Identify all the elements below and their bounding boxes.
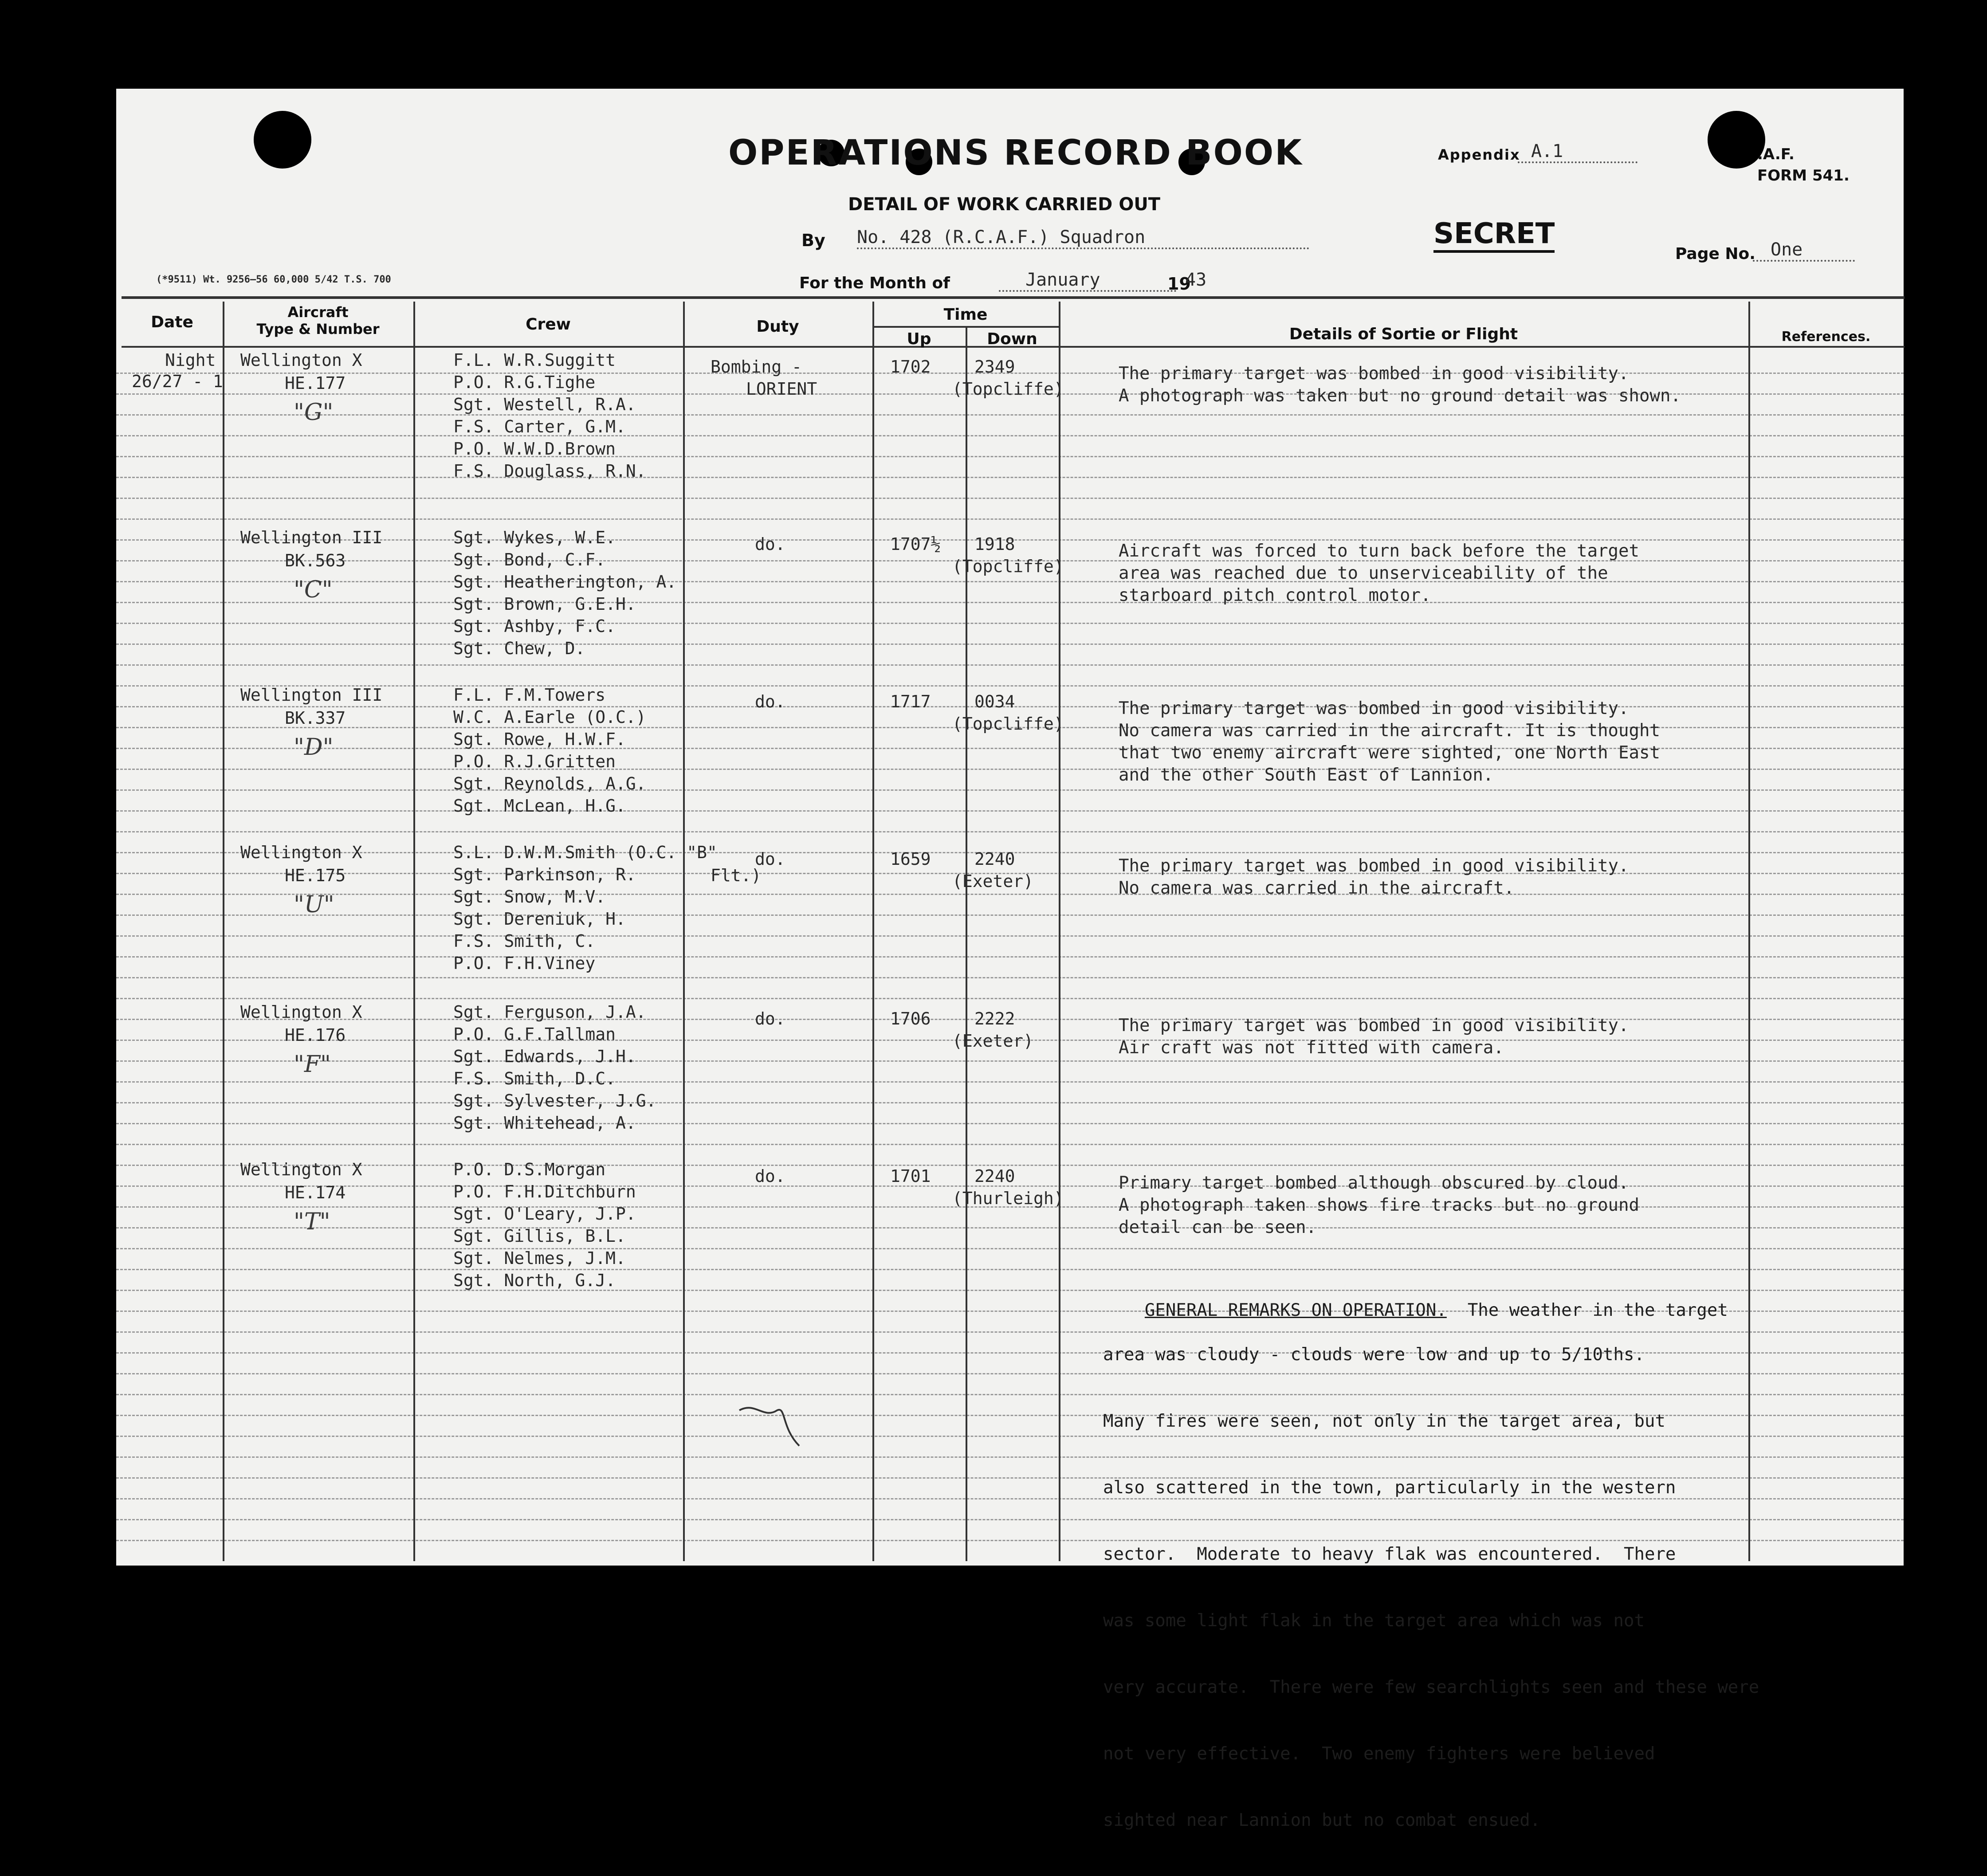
time-down-place: (Topcliffe)	[952, 379, 1064, 399]
col-header-aircraft-text: Aircraft Type & Number	[256, 304, 380, 338]
ruled-line	[116, 623, 1904, 624]
crew-member: Sgt. Ashby, F.C.	[453, 616, 616, 636]
ruled-line	[116, 498, 1904, 499]
aircraft-type: Wellington X	[240, 843, 362, 862]
general-remarks-line-2: Many fires were seen, not only in the target area, but	[1103, 1411, 1665, 1431]
aircraft-number: HE.176	[285, 1025, 346, 1045]
crew-member: Sgt. Reynolds, A.G.	[453, 774, 646, 793]
crew-member: F.S. Douglass, R.N.	[453, 461, 646, 481]
col-divider-time	[1059, 302, 1060, 1561]
form-title: OPERATIONS RECORD BOOK	[728, 133, 1303, 173]
col-header-references: References.	[1781, 329, 1871, 345]
aircraft-letter: "D"	[294, 734, 334, 761]
general-remarks-line-6: very accurate. There were few searchlights seen and these were	[1103, 1677, 1759, 1697]
sortie-detail-line: that two enemy aircraft were sighted, one North East	[1119, 743, 1660, 763]
crew-member: Sgt. Wykes, W.E.	[453, 528, 616, 547]
ruled-line	[116, 1102, 1904, 1103]
crew-member: P.O. G.F.Tallman	[453, 1024, 616, 1044]
col-header-details: Details of Sortie or Flight	[1289, 325, 1518, 343]
ruled-line	[116, 998, 1904, 999]
by-label: By	[801, 231, 825, 250]
time-up: 1701	[890, 1166, 931, 1186]
crew-member: Sgt. Westell, R.A.	[453, 395, 636, 414]
ruled-line	[116, 914, 1904, 916]
ruled-line	[116, 1123, 1904, 1124]
crew-member: Sgt. O'Leary, J.P.	[453, 1204, 636, 1224]
page-value: One	[1753, 239, 1855, 262]
general-remarks-line-5: was some light flak in the target area which was not	[1103, 1611, 1645, 1631]
aircraft-letter: "C"	[294, 577, 333, 603]
sortie-detail-line: starboard pitch control motor.	[1119, 585, 1431, 605]
date-line-2: 26/27 - 1	[132, 372, 223, 391]
punch-hole-right	[1708, 111, 1765, 169]
ruled-line	[116, 1060, 1904, 1062]
ruled-line	[116, 935, 1904, 937]
duty-target: LORIENT	[746, 379, 817, 399]
aircraft-number: BK.563	[285, 551, 346, 570]
col-header-aircraft	[223, 304, 413, 338]
general-remarks-line-1: area was cloudy - clouds were low and up to 5/10ths.	[1103, 1345, 1645, 1365]
form-number: FORM 541.	[1757, 167, 1850, 184]
col-header-crew: Crew	[526, 315, 571, 334]
time-down: 2349	[974, 357, 1015, 377]
ruled-line	[116, 456, 1904, 457]
col-header-up: Up	[907, 330, 931, 348]
crew-member: Sgt. Bond, C.F.	[453, 550, 606, 569]
duty: Bombing -	[711, 357, 802, 377]
pen-squiggle-mark	[737, 1401, 813, 1455]
crew-member: Sgt. Parkinson, R.	[453, 865, 636, 884]
time-down: 2240	[974, 849, 1015, 869]
crew-member: Sgt. Edwards, J.H.	[453, 1047, 636, 1066]
col-divider-aircraft	[413, 302, 415, 1561]
ruled-line	[116, 518, 1904, 520]
crew-member: Sgt. Sylvester, J.G.	[453, 1091, 656, 1111]
sortie-detail-line: A photograph was taken but no ground detail was shown.	[1119, 386, 1681, 406]
crew-member: Sgt. Whitehead, A.	[453, 1113, 636, 1133]
crew-member: Sgt. Gillis, B.L.	[453, 1226, 626, 1246]
time-down: 1918	[974, 534, 1015, 554]
ruled-line	[116, 1081, 1904, 1083]
ruled-line	[116, 1165, 1904, 1166]
month-value: January	[999, 270, 1176, 292]
appendix-value: A.1	[1518, 141, 1638, 163]
crew-member: Sgt. Nelmes, J.M.	[453, 1248, 626, 1268]
time-down-place: (Exeter)	[952, 871, 1034, 891]
crew-member: Sgt. Rowe, H.W.F.	[453, 730, 626, 749]
ruled-line	[116, 1144, 1904, 1145]
time-down: 0034	[974, 692, 1015, 711]
sortie-detail-line: The primary target was bombed in good visibility.	[1119, 364, 1629, 384]
crew-member: F.S. Carter, G.M.	[453, 417, 626, 436]
crew-member: P.O. F.H.Ditchburn	[453, 1182, 636, 1201]
general-remarks	[1103, 1277, 1759, 1876]
aircraft-letter: "F"	[294, 1051, 331, 1078]
time-down-place: (Exeter)	[952, 1031, 1034, 1051]
col-header-time: Time	[943, 306, 988, 324]
crew-member: Sgt. Dereniuk, H.	[453, 909, 626, 929]
crew-member: Sgt. Brown, G.E.H.	[453, 594, 636, 614]
crew-member: W.C. A.Earle (O.C.)	[453, 707, 646, 727]
secret-stamp: SECRET	[1433, 217, 1555, 253]
ruled-line	[116, 435, 1904, 436]
time-up: 1707½	[890, 534, 941, 554]
col-divider-crew	[683, 302, 685, 1561]
col-header-date: Date	[151, 313, 193, 331]
general-remarks-heading: GENERAL REMARKS ON OPERATION.	[1144, 1300, 1447, 1320]
col-divider-duty	[872, 302, 874, 1561]
ruled-line	[116, 581, 1904, 582]
time-down: 2222	[974, 1009, 1015, 1028]
crew-extra: Flt.)	[711, 866, 762, 885]
crew-member: P.O. W.W.D.Brown	[453, 439, 616, 459]
aircraft-type: Wellington X	[240, 1160, 362, 1179]
crew-member: Sgt. North, G.J.	[453, 1271, 616, 1290]
ruled-line	[116, 644, 1904, 645]
ruled-line	[116, 956, 1904, 958]
sortie-detail-line: The primary target was bombed in good visibility.	[1119, 699, 1629, 718]
time-up: 1702	[890, 357, 931, 377]
col-divider-date	[223, 302, 224, 1561]
aircraft-type: Wellington III	[240, 528, 383, 547]
aircraft-letter: "G"	[294, 399, 334, 426]
aircraft-type: Wellington X	[240, 350, 362, 370]
ruled-line	[116, 769, 1904, 770]
page-label: Page No.	[1675, 245, 1755, 263]
sortie-detail-line: and the other South East of Lannion.	[1119, 765, 1494, 785]
crew-member: Sgt. McLean, H.G.	[453, 796, 626, 816]
aircraft-number: BK.337	[285, 708, 346, 728]
year-prefix: 19	[1167, 274, 1191, 294]
ruled-line	[116, 1248, 1904, 1249]
general-remarks-line-8: sighted near Lannion but no combat ensued.	[1103, 1810, 1541, 1830]
punch-hole-left	[254, 111, 311, 169]
by-value: No. 428 (R.C.A.F.) Squadron	[857, 227, 1309, 249]
crew-member: F.L. F.M.Towers	[453, 685, 606, 705]
crew-member: P.O. D.S.Morgan	[453, 1160, 606, 1179]
crew-member: Sgt. Ferguson, J.A.	[453, 1002, 646, 1022]
general-remarks-line-3: also scattered in the town, particularly in the western	[1103, 1478, 1676, 1498]
sortie-detail-line: Air craft was not fitted with camera.	[1119, 1038, 1504, 1058]
month-label: For the Month of	[799, 274, 950, 292]
time-down-place: (Topcliffe)	[952, 557, 1064, 576]
aircraft-number: HE.175	[285, 866, 346, 885]
sortie-detail-line: The primary target was bombed in good visibility.	[1119, 856, 1629, 876]
sortie-detail-line: No camera was carried in the aircraft.	[1119, 878, 1515, 898]
time-down: 2240	[974, 1166, 1015, 1186]
appendix-label: Appendix	[1438, 146, 1520, 163]
duty: do.	[755, 534, 785, 554]
sortie-detail-line: The primary target was bombed in good visibility.	[1119, 1016, 1629, 1036]
crew-member: F.S. Smith, D.C.	[453, 1069, 616, 1088]
ruled-line	[116, 685, 1904, 687]
sortie-detail-line: Aircraft was forced to turn back before the target	[1119, 541, 1639, 561]
ruled-line	[116, 894, 1904, 895]
print-code: (*9511) Wt. 9256—56 60,000 5/42 T.S. 700	[156, 274, 391, 285]
duty: do.	[755, 692, 785, 711]
aircraft-type: Wellington X	[240, 1002, 362, 1022]
col-divider-updown	[966, 326, 967, 1561]
ruled-line	[116, 664, 1904, 666]
duty: do.	[755, 1009, 785, 1028]
crew-member: Sgt. Heatherington, A.	[453, 572, 677, 592]
ruled-line	[116, 477, 1904, 478]
crew-member: P.O. R.J.Gritten	[453, 752, 616, 771]
aircraft-letter: "U"	[294, 891, 334, 918]
time-up: 1659	[890, 849, 931, 869]
table-top-rule	[122, 296, 1905, 299]
form-subtitle: DETAIL OF WORK CARRIED OUT	[848, 194, 1161, 215]
aircraft-type: Wellington III	[240, 685, 383, 705]
ruled-line	[116, 602, 1904, 603]
crew-member: F.S. Smith, C.	[453, 931, 596, 951]
aircraft-number: HE.174	[285, 1183, 346, 1202]
sortie-detail-line: area was reached due to unserviceability of the	[1119, 563, 1608, 583]
crew-member: F.L. W.R.Suggitt	[453, 350, 616, 370]
crew-member: P.O. F.H.Viney	[453, 954, 596, 973]
time-down-place: (Topcliffe)	[952, 714, 1064, 734]
ruled-line	[116, 810, 1904, 812]
sortie-detail-line: detail can be seen.	[1119, 1217, 1317, 1237]
sortie-detail-line: No camera was carried in the aircraft. It is thought	[1119, 721, 1660, 741]
general-remarks-line-4: sector. Moderate to heavy flak was encountered. There	[1103, 1544, 1676, 1564]
ruled-line	[116, 1269, 1904, 1270]
year-value: 43	[1185, 270, 1207, 290]
ruled-line	[116, 789, 1904, 791]
ruled-line	[116, 831, 1904, 832]
ruled-line	[116, 414, 1904, 416]
sortie-detail-line: A photograph taken shows fire tracks but no ground	[1119, 1195, 1639, 1215]
duty: do.	[755, 1166, 785, 1186]
raf-label: .A.F.	[1757, 145, 1795, 163]
crew-member: Sgt. Snow, M.V.	[453, 887, 606, 907]
duty: do.	[755, 849, 785, 869]
crew-member: S.L. D.W.M.Smith (O.C. "B"	[453, 843, 717, 862]
time-up: 1717	[890, 692, 931, 711]
aircraft-number: HE.177	[285, 373, 346, 393]
general-remarks-line-0: The weather in the target	[1467, 1300, 1728, 1320]
col-header-duty: Duty	[756, 318, 799, 336]
sortie-detail-line: Primary target bombed although obscured by cloud.	[1119, 1173, 1629, 1193]
record-sheet	[116, 89, 1904, 1830]
time-down-place: (Thurleigh)	[952, 1189, 1064, 1208]
crew-member: Sgt. Chew, D.	[453, 639, 585, 658]
ruled-line	[116, 977, 1904, 978]
crew-member: P.O. R.G.Tighe	[453, 373, 596, 392]
ruled-line	[116, 1227, 1904, 1228]
general-remarks-line-7: not very effective. Two enemy fighters were believed	[1103, 1744, 1655, 1764]
date-line-1: Night	[165, 350, 216, 370]
time-up: 1706	[890, 1009, 931, 1028]
col-header-down: Down	[987, 330, 1037, 348]
aircraft-letter: "T"	[294, 1209, 330, 1235]
